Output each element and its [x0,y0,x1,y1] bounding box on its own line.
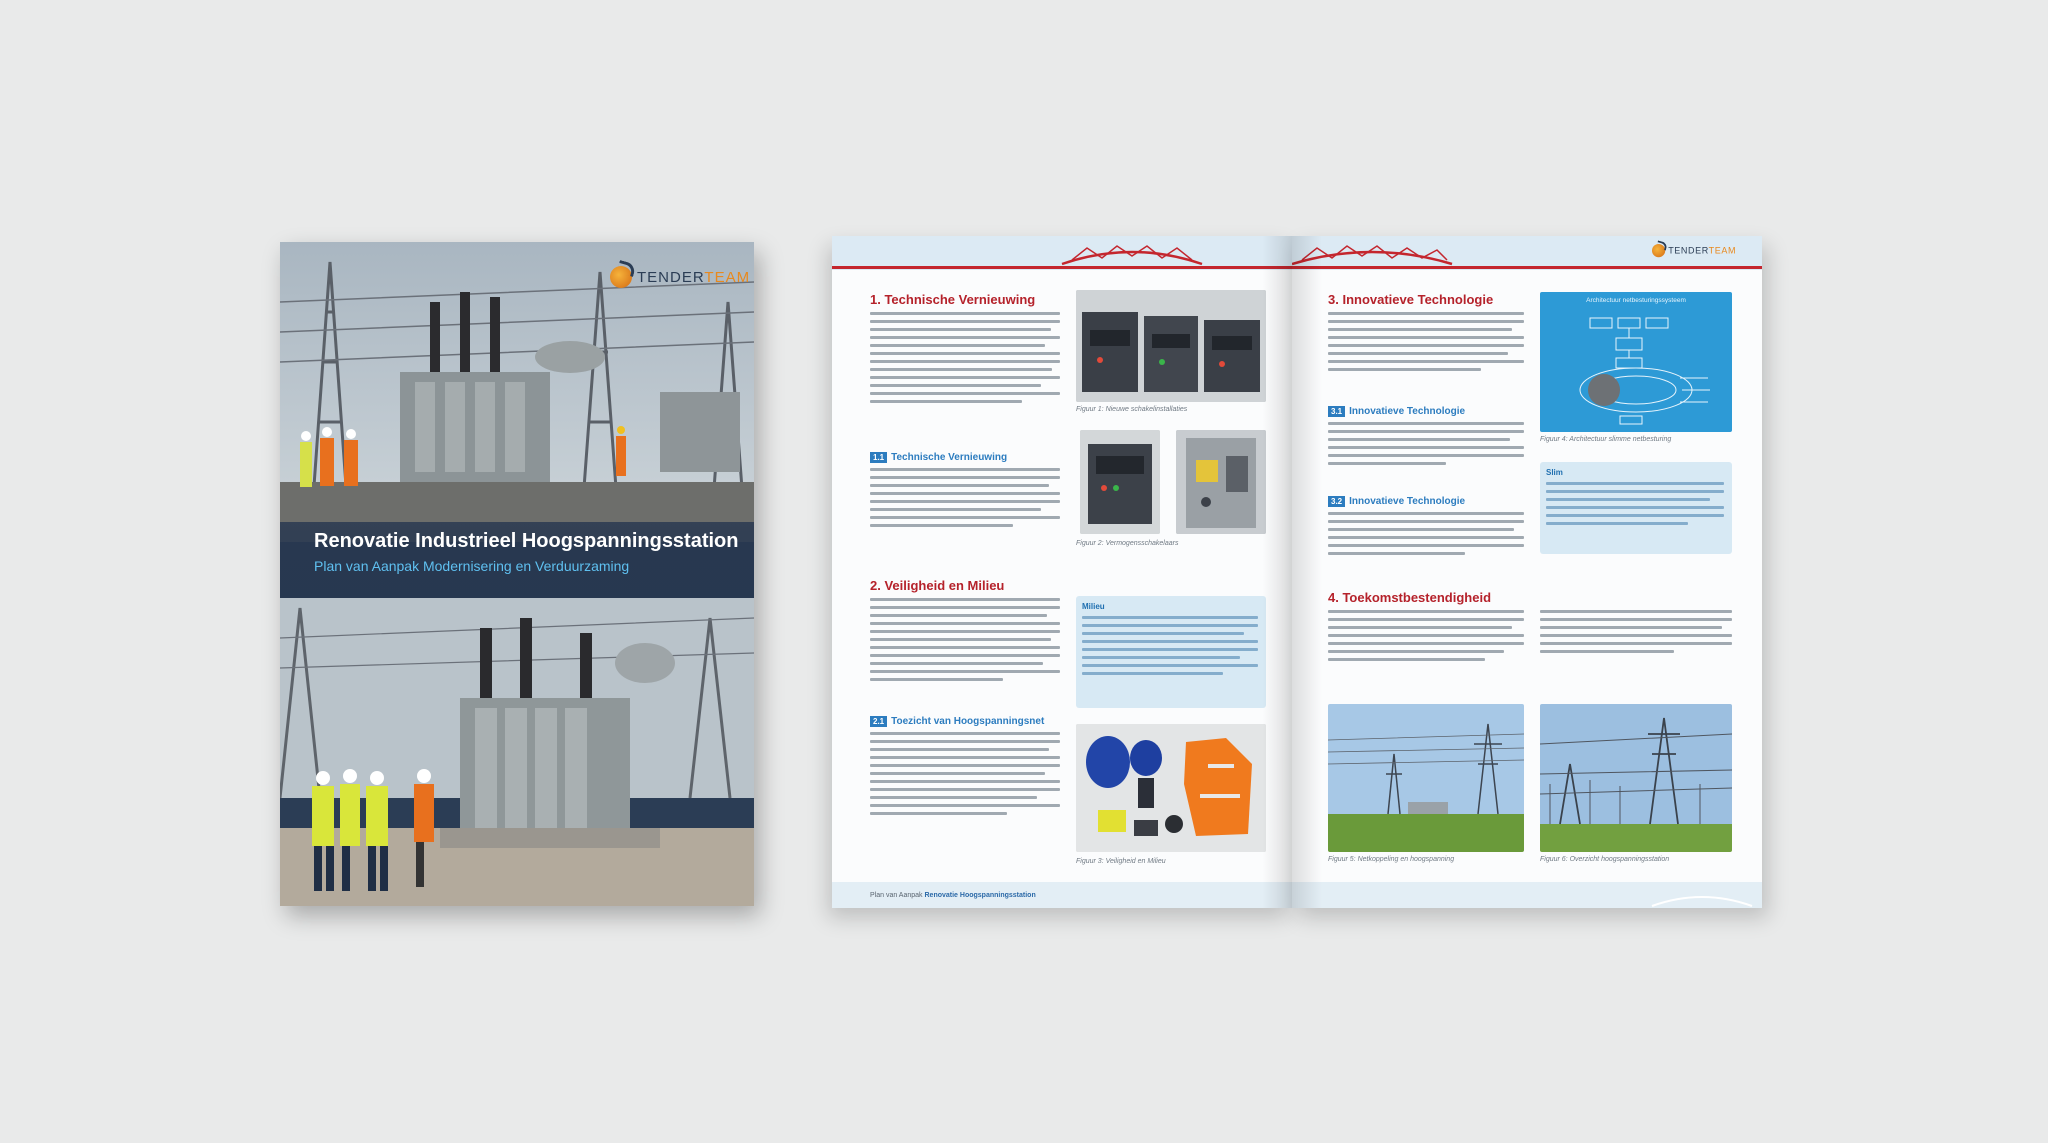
brochure-cover [280,242,754,906]
callout-label: Slim [1546,468,1563,477]
section4-body-text-col1 [1328,610,1524,666]
callout-text [1546,482,1724,530]
subsection2-body-text [870,732,1060,820]
figure-6-caption: Figuur 6: Overzicht hoogspanningsstation [1540,856,1670,863]
cover-subtitle: Plan van Aanpak Modernisering en Verduurzaming [314,558,630,574]
logo-text-part2: TEAM [704,268,751,286]
subheading-label: Technische Vernieuwing [891,452,1008,463]
section-heading-technische-vernieuwing: 1. Technische Vernieuwing [870,292,1036,307]
section1-body-text [870,312,1060,408]
switchgear-photo-2 [1080,430,1160,534]
switchgear-photo-3 [1176,430,1266,534]
subheading-technische-vernieuwing [870,452,1007,463]
section-heading-veiligheid-en-milieu: 2. Veiligheid en Milieu [870,578,1005,593]
subheading-label: Toezicht van Hoogspanningsnet [891,716,1045,727]
logo-mark-icon [610,266,632,288]
subsection3-body-text [1328,422,1524,470]
ppe-photo [1076,724,1266,852]
footer-prefix: Plan van Aanpak [870,892,923,899]
subheading-toezicht-hoogspanning [870,716,1044,727]
subheading-innovatieve-technologie-2 [1328,496,1465,507]
diagram-title: Architectuur netbesturingssysteem [1586,297,1686,304]
switchgear-photo-1 [1076,290,1266,402]
subheading-tag: 3.1 [1328,406,1345,417]
spread-logo [1652,244,1736,257]
cover-logo [610,266,750,288]
figure-1-caption: Figuur 1: Nieuwe schakelinstallaties [1076,406,1188,413]
figure-4-caption: Figuur 4: Architectuur slimme netbesturing [1540,436,1672,443]
subheading-label: Innovatieve Technologie [1349,496,1466,507]
section-heading-innovatieve-technologie: 3. Innovatieve Technologie [1328,292,1494,307]
subsection3b-body-text [1328,512,1524,560]
section2-body-text [870,598,1060,686]
truss-icon [1292,882,1762,908]
footer-emphasis: Renovatie Hoogspanningsstation [924,892,1036,899]
callout-label: Milieu [1082,602,1105,611]
section-heading-toekomstbestendigheid: 4. Toekomstbestendigheid [1328,590,1492,605]
right-page [1292,236,1762,908]
subheading-tag: 3.2 [1328,496,1345,507]
subheading-tag: 2.1 [870,716,887,727]
callout-text [1082,616,1258,680]
figure-3-caption: Figuur 3: Veiligheid en Milieu [1076,858,1166,865]
left-page [832,236,1292,908]
cover-title: Renovatie Industrieel Hoogspanningsstation [314,530,739,552]
logo-text-part2: TEAM [1708,245,1737,256]
left-page-header-line [832,266,1292,269]
figure-2-caption: Figuur 2: Vermogensschakelaars [1076,540,1179,547]
subsection1-body-text [870,468,1060,532]
section4-body-text-col2 [1540,610,1732,658]
cover-photo-bottom [280,598,754,906]
pylon-photo-2 [1540,704,1732,852]
truss-icon [832,236,1292,270]
subheading-label: Innovatieve Technologie [1349,406,1466,417]
subheading-innovatieve-technologie-1 [1328,406,1465,417]
logo-text-part1: TENDER [1668,245,1709,256]
pylon-photo-1 [1328,704,1524,852]
left-page-footer [870,892,1036,899]
subheading-tag: 1.1 [870,452,887,463]
system-diagram [1540,292,1732,432]
logo-text-part1: TENDER [637,268,705,286]
figure-5-caption: Figuur 5: Netkoppeling en hoogspanning [1328,856,1455,863]
slim-callout [1540,462,1732,554]
right-page-header-line [1292,266,1762,269]
section3-body-text [1328,312,1524,376]
milieu-callout [1076,596,1266,708]
brochure-spread [832,236,1762,908]
logo-mark-icon [1652,244,1665,257]
